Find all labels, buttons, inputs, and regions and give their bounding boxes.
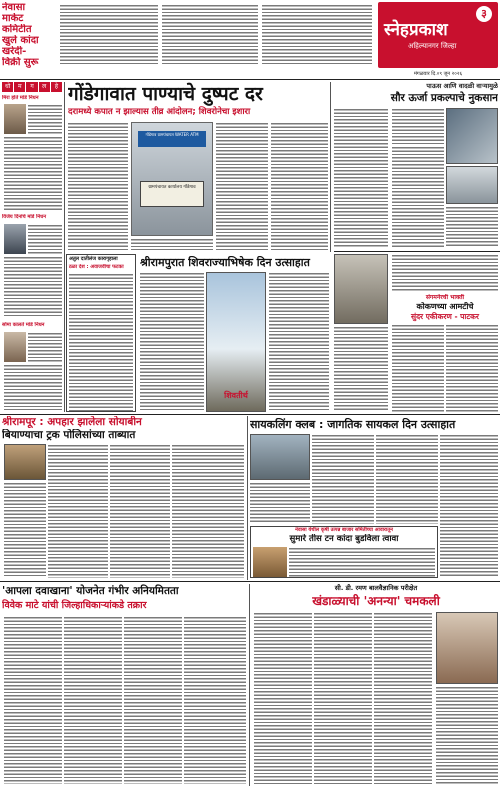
lead-subhead: दरामध्ये कपात न झाल्यास तीव्र आंदोलन; शिवरोनेचा इशारा <box>68 107 251 117</box>
top-left-line: विक्री सुरू <box>2 57 39 68</box>
issue-number: ३ <box>476 6 492 22</box>
soybean-headline: श्रीरामपूर : अपहार झालेला सोयाबीन <box>2 416 142 428</box>
shivrajya-text <box>269 272 329 410</box>
onion-text <box>289 547 435 577</box>
cycling-text <box>312 434 374 524</box>
obituary-header: मिरा होते मांडे निधन <box>2 95 39 101</box>
obituary-text <box>28 224 62 254</box>
statue-caption: शिवतीर्थ <box>224 391 248 400</box>
lead-text <box>216 122 268 250</box>
school-event-photo <box>334 254 388 324</box>
water-atm-sign: गोंडेगाव ग्रामपंचायत WATER ATM <box>138 131 206 147</box>
solar-text <box>334 108 388 248</box>
cycling-text <box>376 434 438 524</box>
solar-panel-photo <box>446 108 498 164</box>
soybean-headline2: बियाण्याचा ट्रक पोलिसांच्या ताब्यात <box>2 429 136 441</box>
section-tab: ल <box>39 82 50 92</box>
onion-kicker: नेवासा येथील कृषी उत्पन्न बाजार समितीच्या आवारातून <box>295 527 393 533</box>
cycling-photo <box>250 434 310 480</box>
section-tabs <box>2 82 62 92</box>
obituary-text <box>4 364 62 410</box>
portrait-photo <box>4 104 26 134</box>
top-mid2-article-text <box>262 4 372 66</box>
soybean-text <box>110 444 170 578</box>
dawakhana-text <box>124 616 182 784</box>
ananya-portrait-photo <box>436 612 498 684</box>
cycling-text <box>250 482 310 524</box>
masthead-subtitle: अहिल्यानगर जिल्हा <box>408 42 457 50</box>
mid-vertical-divider <box>247 416 248 580</box>
section-tab: धो <box>2 82 13 92</box>
solar-text <box>392 108 444 144</box>
top-left-line: नेवासा <box>2 2 26 13</box>
obituary-text <box>28 104 62 134</box>
lead-divider <box>330 82 331 252</box>
konkan-headline: कोकणच्या आमटीचे <box>416 302 474 311</box>
soybean-truck-photo <box>4 444 46 480</box>
lead-text <box>68 122 128 250</box>
obituary-header: सोमा कालते मांडे निधन <box>2 322 45 328</box>
mid-divider <box>0 414 500 415</box>
solar-text <box>392 146 444 248</box>
cycling-text <box>440 434 498 578</box>
shivrajya-headline: श्रीरामपुरात शिवराज्याभिषेक दिन उत्साहात <box>140 256 310 269</box>
dawakhana-headline: 'आपला दवाखाना' योजनेत गंभीर अनियमितता <box>2 585 179 597</box>
obituary-text <box>4 136 62 210</box>
cycling-headline: सायकलिंग क्लब : जागतिक सायकल दिन उत्साहात <box>250 418 456 431</box>
ananya-text <box>254 612 312 784</box>
top-left-line: मार्केट <box>2 13 24 24</box>
solar-text <box>446 206 498 248</box>
top-left-headline <box>2 2 58 68</box>
onion-photo <box>253 547 287 577</box>
section-tab: ग <box>26 82 37 92</box>
soybean-text <box>4 482 46 578</box>
gram-panchayat-sign: ग्रामपंचायत कार्यालय गोंडेगाव <box>140 181 204 207</box>
konkan-sub: सुंदर एकीकरण - पाटकर <box>411 312 479 321</box>
lower-divider <box>0 581 500 582</box>
top-left-line: कमिटीत <box>2 24 32 35</box>
konkan-text <box>392 324 444 412</box>
top-divider <box>0 79 500 80</box>
masthead-name: स्नेहप्रकाश <box>384 20 448 40</box>
jail-subhead: ठळा देश : अवाजवीचा फटका <box>69 264 124 270</box>
onion-headline: सुमारे तीस टन कांदा बुडविला त्वावा <box>289 534 399 544</box>
right-mid-text <box>392 254 498 292</box>
solar-kicker: पाऊस आणि वादळी वाऱ्यामुळे <box>426 82 498 90</box>
water-atm-photo <box>131 122 213 236</box>
right-mid-text <box>334 326 388 412</box>
top-left-line: खुले कांदा <box>2 35 39 46</box>
shivaji-statue-photo <box>206 272 266 412</box>
ananya-text <box>314 612 372 784</box>
ananya-text <box>436 686 498 784</box>
dateline: मंगळवार दि.०९ जून २०२६ <box>413 71 463 77</box>
portrait-photo <box>4 224 26 254</box>
lead-text <box>271 122 328 250</box>
onion-box <box>250 526 438 578</box>
lead-photo-caption <box>131 238 213 250</box>
solar-headline: सौर ऊर्जा प्रकल्पाचे नुकसान <box>390 92 498 104</box>
top-left-line: खरेदी- <box>2 46 27 57</box>
jail-text <box>69 273 133 411</box>
top-left-article-text <box>60 4 158 66</box>
konkan-kicker: संगमनेरची भाक्ती <box>425 294 465 301</box>
left-column-divider <box>64 82 65 412</box>
obituary-text <box>4 256 62 318</box>
jail-box <box>66 254 136 412</box>
soybean-text <box>172 444 244 578</box>
dawakhana-text <box>64 616 122 784</box>
konkan-text <box>446 324 498 412</box>
top-mid-article-text <box>162 4 258 66</box>
section-tab: हे <box>51 82 62 92</box>
ananya-kicker: सी. डी. रमण बालवैज्ञानिक परीक्षेत <box>334 584 418 592</box>
obituary-header: विजेय दिनांचे मांडे निधन <box>2 214 46 220</box>
bottom-vertical-divider <box>249 584 250 786</box>
shivrajya-text <box>140 272 204 410</box>
right-top-divider <box>334 251 500 252</box>
ananya-headline: खंडाळ्याची 'अनन्या' चमकली <box>312 594 440 608</box>
dawakhana-text <box>184 616 246 784</box>
jail-headline: अतुल दातीलंज कारागृहाला <box>69 256 118 262</box>
soybean-text <box>48 444 108 578</box>
dawakhana-subhead: विवेक माटे यांची जिल्हाधिकाऱ्यांकडे तक्रार <box>2 600 147 611</box>
ananya-text <box>374 612 432 784</box>
dawakhana-text <box>4 616 62 784</box>
solar-panel-photo <box>446 166 498 204</box>
lead-headline: गोंडेगावात पाण्याचे दुष्पट दर <box>68 83 263 105</box>
obituary-text <box>28 332 62 362</box>
portrait-photo <box>4 332 26 362</box>
masthead <box>378 2 498 68</box>
section-tab: म <box>14 82 25 92</box>
